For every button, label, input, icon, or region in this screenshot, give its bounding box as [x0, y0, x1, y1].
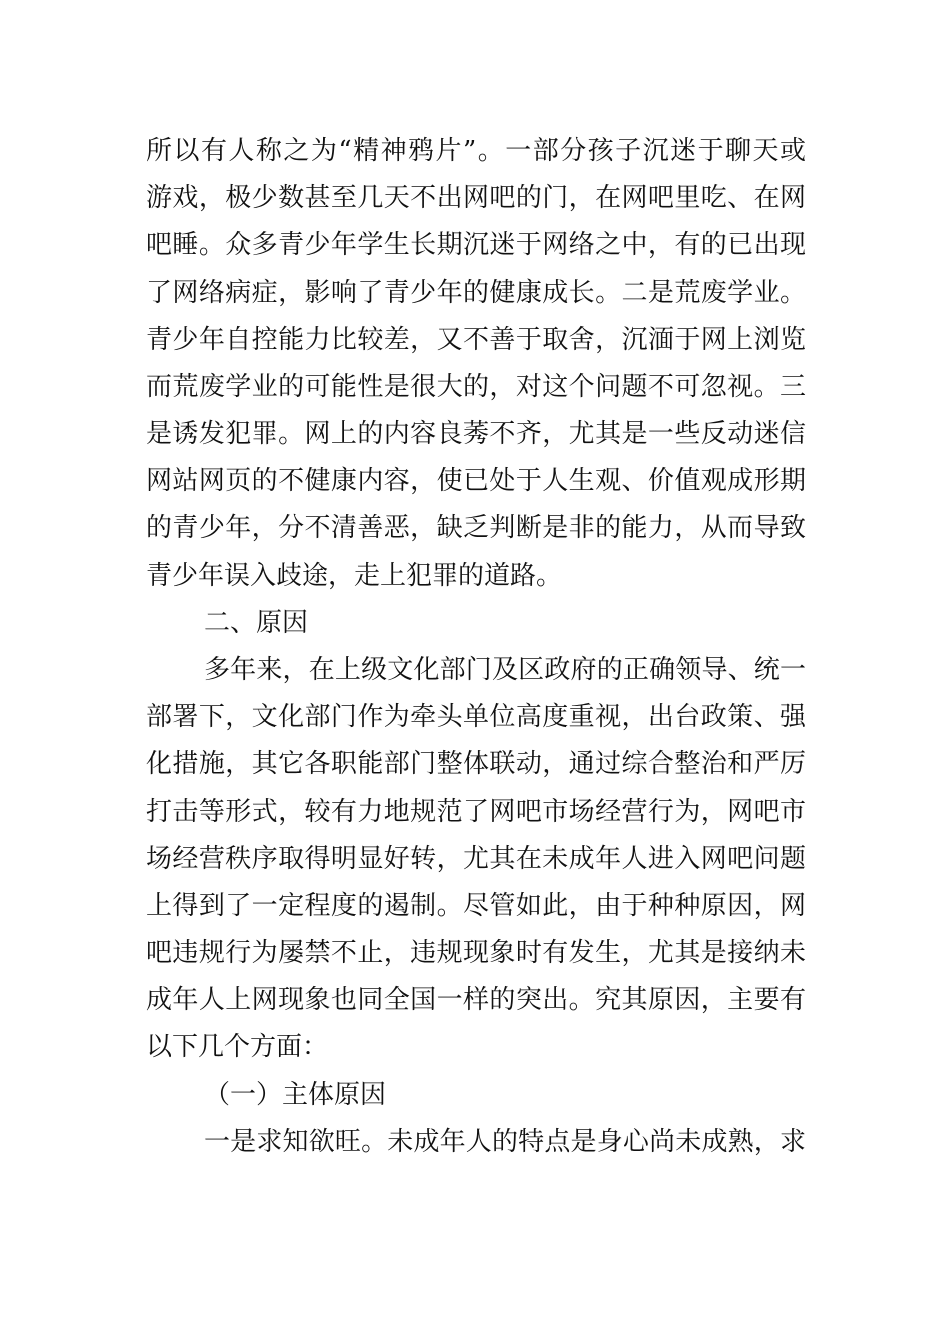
- paragraph-line: 游戏，极少数甚至几天不出网吧的门，在网吧里吃、在网: [146, 183, 806, 213]
- paragraph-line: 吧睡。众多青少年学生长期沉迷于网络之中，有的已出现: [146, 230, 806, 260]
- paragraph-line: 网站网页的不健康内容，使已处于人生观、价值观成形期: [146, 466, 806, 496]
- paragraph-line: 了网络病症，影响了青少年的健康成长。二是荒废学业。: [146, 278, 806, 308]
- paragraph-line: 青少年误入歧途，走上犯罪的道路。: [146, 561, 563, 591]
- paragraph-line: 的青少年，分不清善恶，缺乏判断是非的能力，从而导致: [146, 513, 806, 543]
- subsection-heading: （一）主体原因: [204, 1080, 387, 1110]
- paragraph-line: 化措施，其它各职能部门整体联动，通过综合整治和严厉: [146, 749, 806, 779]
- paragraph-line: 上得到了一定程度的遏制。尽管如此，由于种种原因，网: [146, 891, 806, 921]
- section-heading: 二、原因: [204, 608, 309, 638]
- paragraph-line: 一是求知欲旺。未成年人的特点是身心尚未成熟，求: [204, 1127, 806, 1157]
- paragraph-line: 青少年自控能力比较差，又不善于取舍，沉湎于网上浏览: [146, 325, 806, 355]
- paragraph-line: 所以有人称之为“精神鸦片”。一部分孩子沉迷于聊天或: [146, 136, 806, 166]
- paragraph-line: 场经营秩序取得明显好转，尤其在未成年人进入网吧问题: [146, 844, 806, 874]
- paragraph-line: 以下几个方面：: [146, 1032, 329, 1062]
- paragraph-line: 成年人上网现象也同全国一样的突出。究其原因，主要有: [146, 985, 806, 1015]
- paragraph-line: 部署下，文化部门作为牵头单位高度重视，出台政策、强: [146, 702, 806, 732]
- paragraph-line: 是诱发犯罪。网上的内容良莠不齐，尤其是一些反动迷信: [146, 419, 806, 449]
- paragraph-line: 而荒废学业的可能性是很大的，对这个问题不可忽视。三: [146, 372, 806, 402]
- paragraph-line: 吧违规行为屡禁不止，违规现象时有发生，尤其是接纳未: [146, 938, 806, 968]
- paragraph-line: 打击等形式，较有力地规范了网吧市场经营行为，网吧市: [146, 797, 806, 827]
- paragraph-line: 多年来，在上级文化部门及区政府的正确领导、统一: [204, 655, 806, 685]
